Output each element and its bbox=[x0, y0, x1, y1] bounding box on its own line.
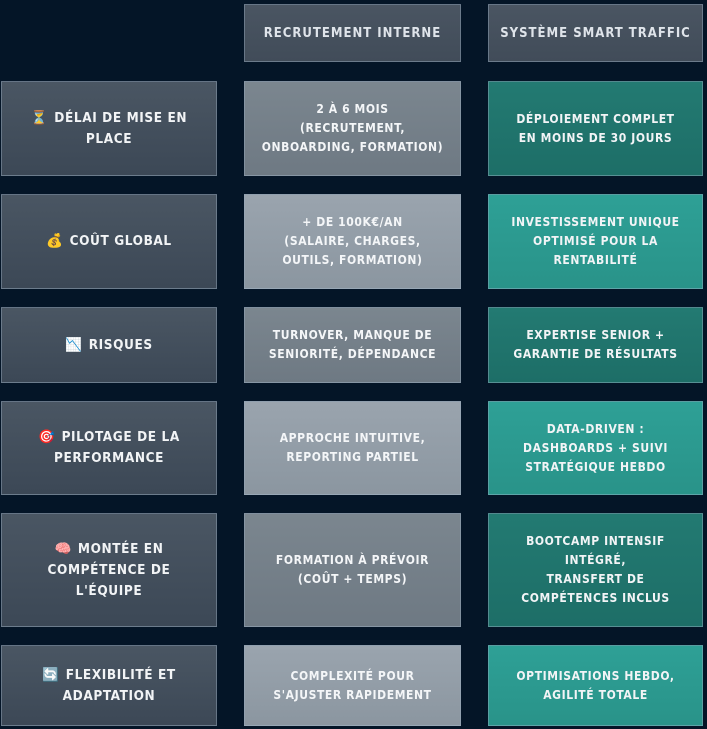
cell-text: BOOTCAMP INTENSIF INTÉGRÉ, TRANSFERT DE COMPÉTENCES INCLUS bbox=[521, 534, 670, 605]
refresh-icon: 🔄 bbox=[42, 666, 60, 683]
row-header-pilotage bbox=[1, 401, 217, 495]
row-header-montee bbox=[1, 513, 217, 627]
row-label: DÉLAI DE MISE EN PLACE bbox=[54, 109, 188, 147]
row-header-risques bbox=[1, 307, 217, 383]
cell-text: TURNOVER, MANQUE DE SENIORITÉ, DÉPENDANCE bbox=[268, 328, 437, 361]
cell-internal-flexibilite bbox=[244, 645, 461, 726]
row-header-flexibilite bbox=[1, 645, 217, 726]
row-label: MONTÉE EN COMPÉTENCE DE L'ÉQUIPE bbox=[47, 540, 171, 599]
cell-text: FORMATION À PRÉVOIR (COÛT + TEMPS) bbox=[275, 553, 430, 586]
cell-text: OPTIMISATIONS HEBDO, AGILITÉ TOTALE bbox=[516, 668, 675, 702]
cell-internal-montee bbox=[244, 513, 461, 627]
cell-smart-montee bbox=[488, 513, 703, 627]
row-label: COÛT GLOBAL bbox=[69, 233, 172, 249]
cell-internal-delai bbox=[244, 81, 461, 176]
cell-text: + DE 100K€/AN (SALAIRE, CHARGES, OUTILS, FORMATION) bbox=[282, 215, 423, 267]
brain-icon: 🧠 bbox=[54, 540, 72, 557]
money-bag-icon: 💰 bbox=[46, 233, 64, 249]
cell-text: EXPERTISE SENIOR + GARANTIE DE RÉSULTATS bbox=[513, 328, 678, 361]
cell-internal-cout bbox=[244, 194, 461, 289]
cell-text: INVESTISSEMENT UNIQUE OPTIMISÉ POUR LA RENTABILITÉ bbox=[511, 215, 680, 267]
target-icon: 🎯 bbox=[38, 429, 56, 445]
row-label: FLEXIBILITÉ ET ADAPTATION bbox=[62, 666, 176, 704]
cell-text: DATA-DRIVEN : DASHBOARDS + SUIVI STRATÉGIQUE HEBDO bbox=[523, 421, 668, 474]
row-label: PILOTAGE DE LA PERFORMANCE bbox=[54, 429, 180, 466]
cell-smart-delai bbox=[488, 81, 703, 176]
cell-text: DÉPLOIEMENT COMPLET EN MOINS DE 30 JOURS bbox=[516, 111, 675, 145]
cell-internal-risques bbox=[244, 307, 461, 383]
column-header-smart-traffic-label: SYSTÈME SMART TRAFFIC bbox=[500, 25, 691, 41]
row-label: RISQUES bbox=[88, 336, 153, 353]
cell-text: COMPLEXITÉ POUR S'AJUSTER RAPIDEMENT bbox=[273, 668, 432, 702]
cell-smart-risques bbox=[488, 307, 703, 383]
cell-smart-cout bbox=[488, 194, 703, 289]
cell-smart-pilotage bbox=[488, 401, 703, 495]
cell-smart-flexibilite bbox=[488, 645, 703, 726]
column-header-internal-label: RECRUTEMENT INTERNE bbox=[263, 25, 442, 41]
cell-text: APPROCHE INTUITIVE, REPORTING PARTIEL bbox=[279, 431, 426, 464]
row-header-cout bbox=[1, 194, 217, 289]
column-header-internal bbox=[244, 4, 461, 62]
cell-text: 2 À 6 MOIS (RECRUTEMENT, ONBOARDING, FORMATION) bbox=[261, 102, 444, 154]
chart-decreasing-icon: 📉 bbox=[65, 336, 83, 353]
row-header-delai bbox=[1, 81, 217, 176]
column-header-smart-traffic bbox=[488, 4, 703, 62]
cell-internal-pilotage bbox=[244, 401, 461, 495]
hourglass-icon: ⏳ bbox=[30, 109, 49, 126]
